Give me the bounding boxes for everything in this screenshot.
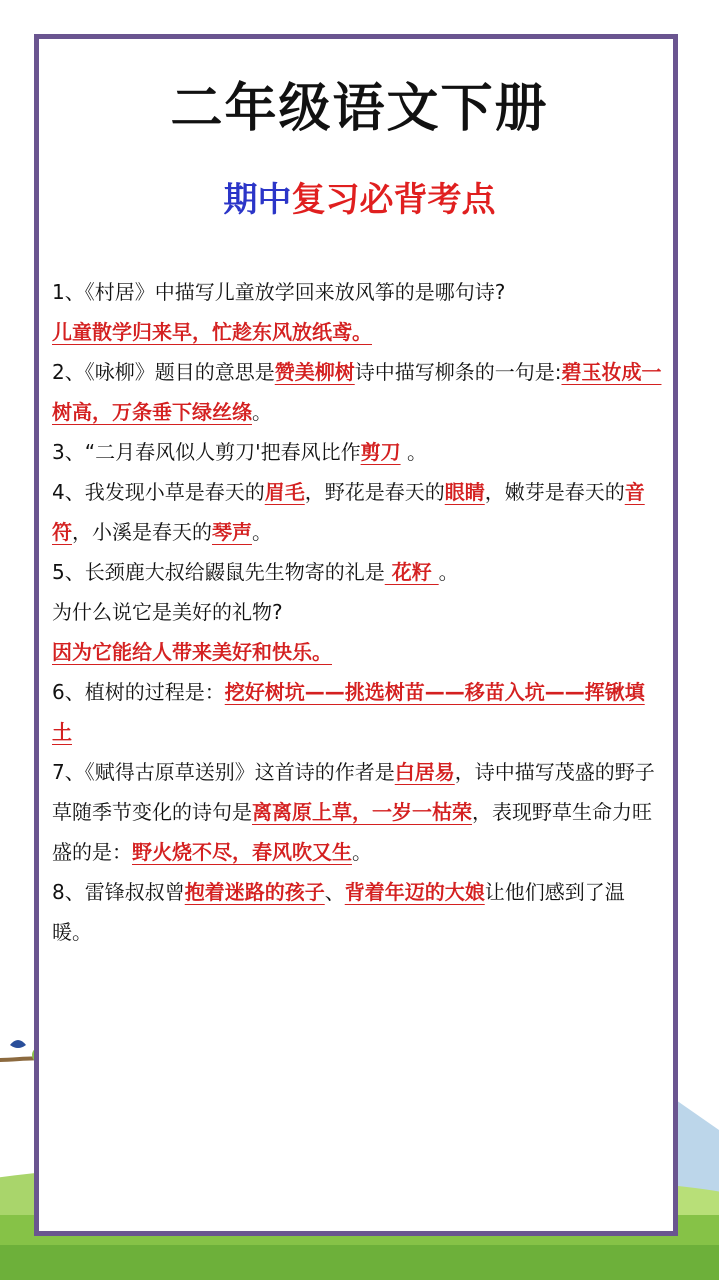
answer-5: 因为它能给人带来美好和快乐。 <box>52 640 332 664</box>
page-title: 二年级语文下册 <box>170 79 549 139</box>
question-1: 1、《村居》中描写儿童放学回来放风筝的是哪句诗? <box>52 280 506 304</box>
answer-1: 儿童散学归来早，忙趁东风放纸鸢。 <box>52 320 372 344</box>
question-3: 3、“二月春风似人剪刀'把春风比作剪刀 。 <box>52 440 427 464</box>
question-4: 4、我发现小草是春天的眉毛，野花是春天的眼睛，嫩芽是春天的音符，小溪是春天的琴声。 <box>52 480 645 544</box>
review-content <box>52 272 664 952</box>
question-6: 6、植树的过程是：挖好树坑——挑选树苗——移苗入坑——挥锹填土 <box>52 680 645 744</box>
question-5: 5、长颈鹿大叔给鼹鼠先生物寄的礼是 花籽 。 <box>52 560 459 584</box>
question-5-followup: 为什么说它是美好的礼物? <box>52 600 283 624</box>
subtitle-part1: 期中 <box>223 180 292 220</box>
question-7: 7、《赋得古原草送别》这首诗的作者是白居易，诗中描写茂盛的野子草随季节变化的诗句是离离原上草，一岁一枯荣，表现野草生命力旺盛的是：野火烧不尽，春风吹又生。 <box>52 760 655 864</box>
question-8: 8、雷锋叔叔曾抱着迷路的孩子、背着年迈的大娘让他们感到了温暖。 <box>52 880 625 944</box>
subtitle-part2: 复习必背考点 <box>291 180 496 220</box>
page-subtitle <box>0 172 719 221</box>
question-2: 2、《咏柳》题目的意思是赞美柳树诗中描写柳条的一句是:碧玉妆成一树高，万条垂下绿丝绦。 <box>52 360 662 424</box>
